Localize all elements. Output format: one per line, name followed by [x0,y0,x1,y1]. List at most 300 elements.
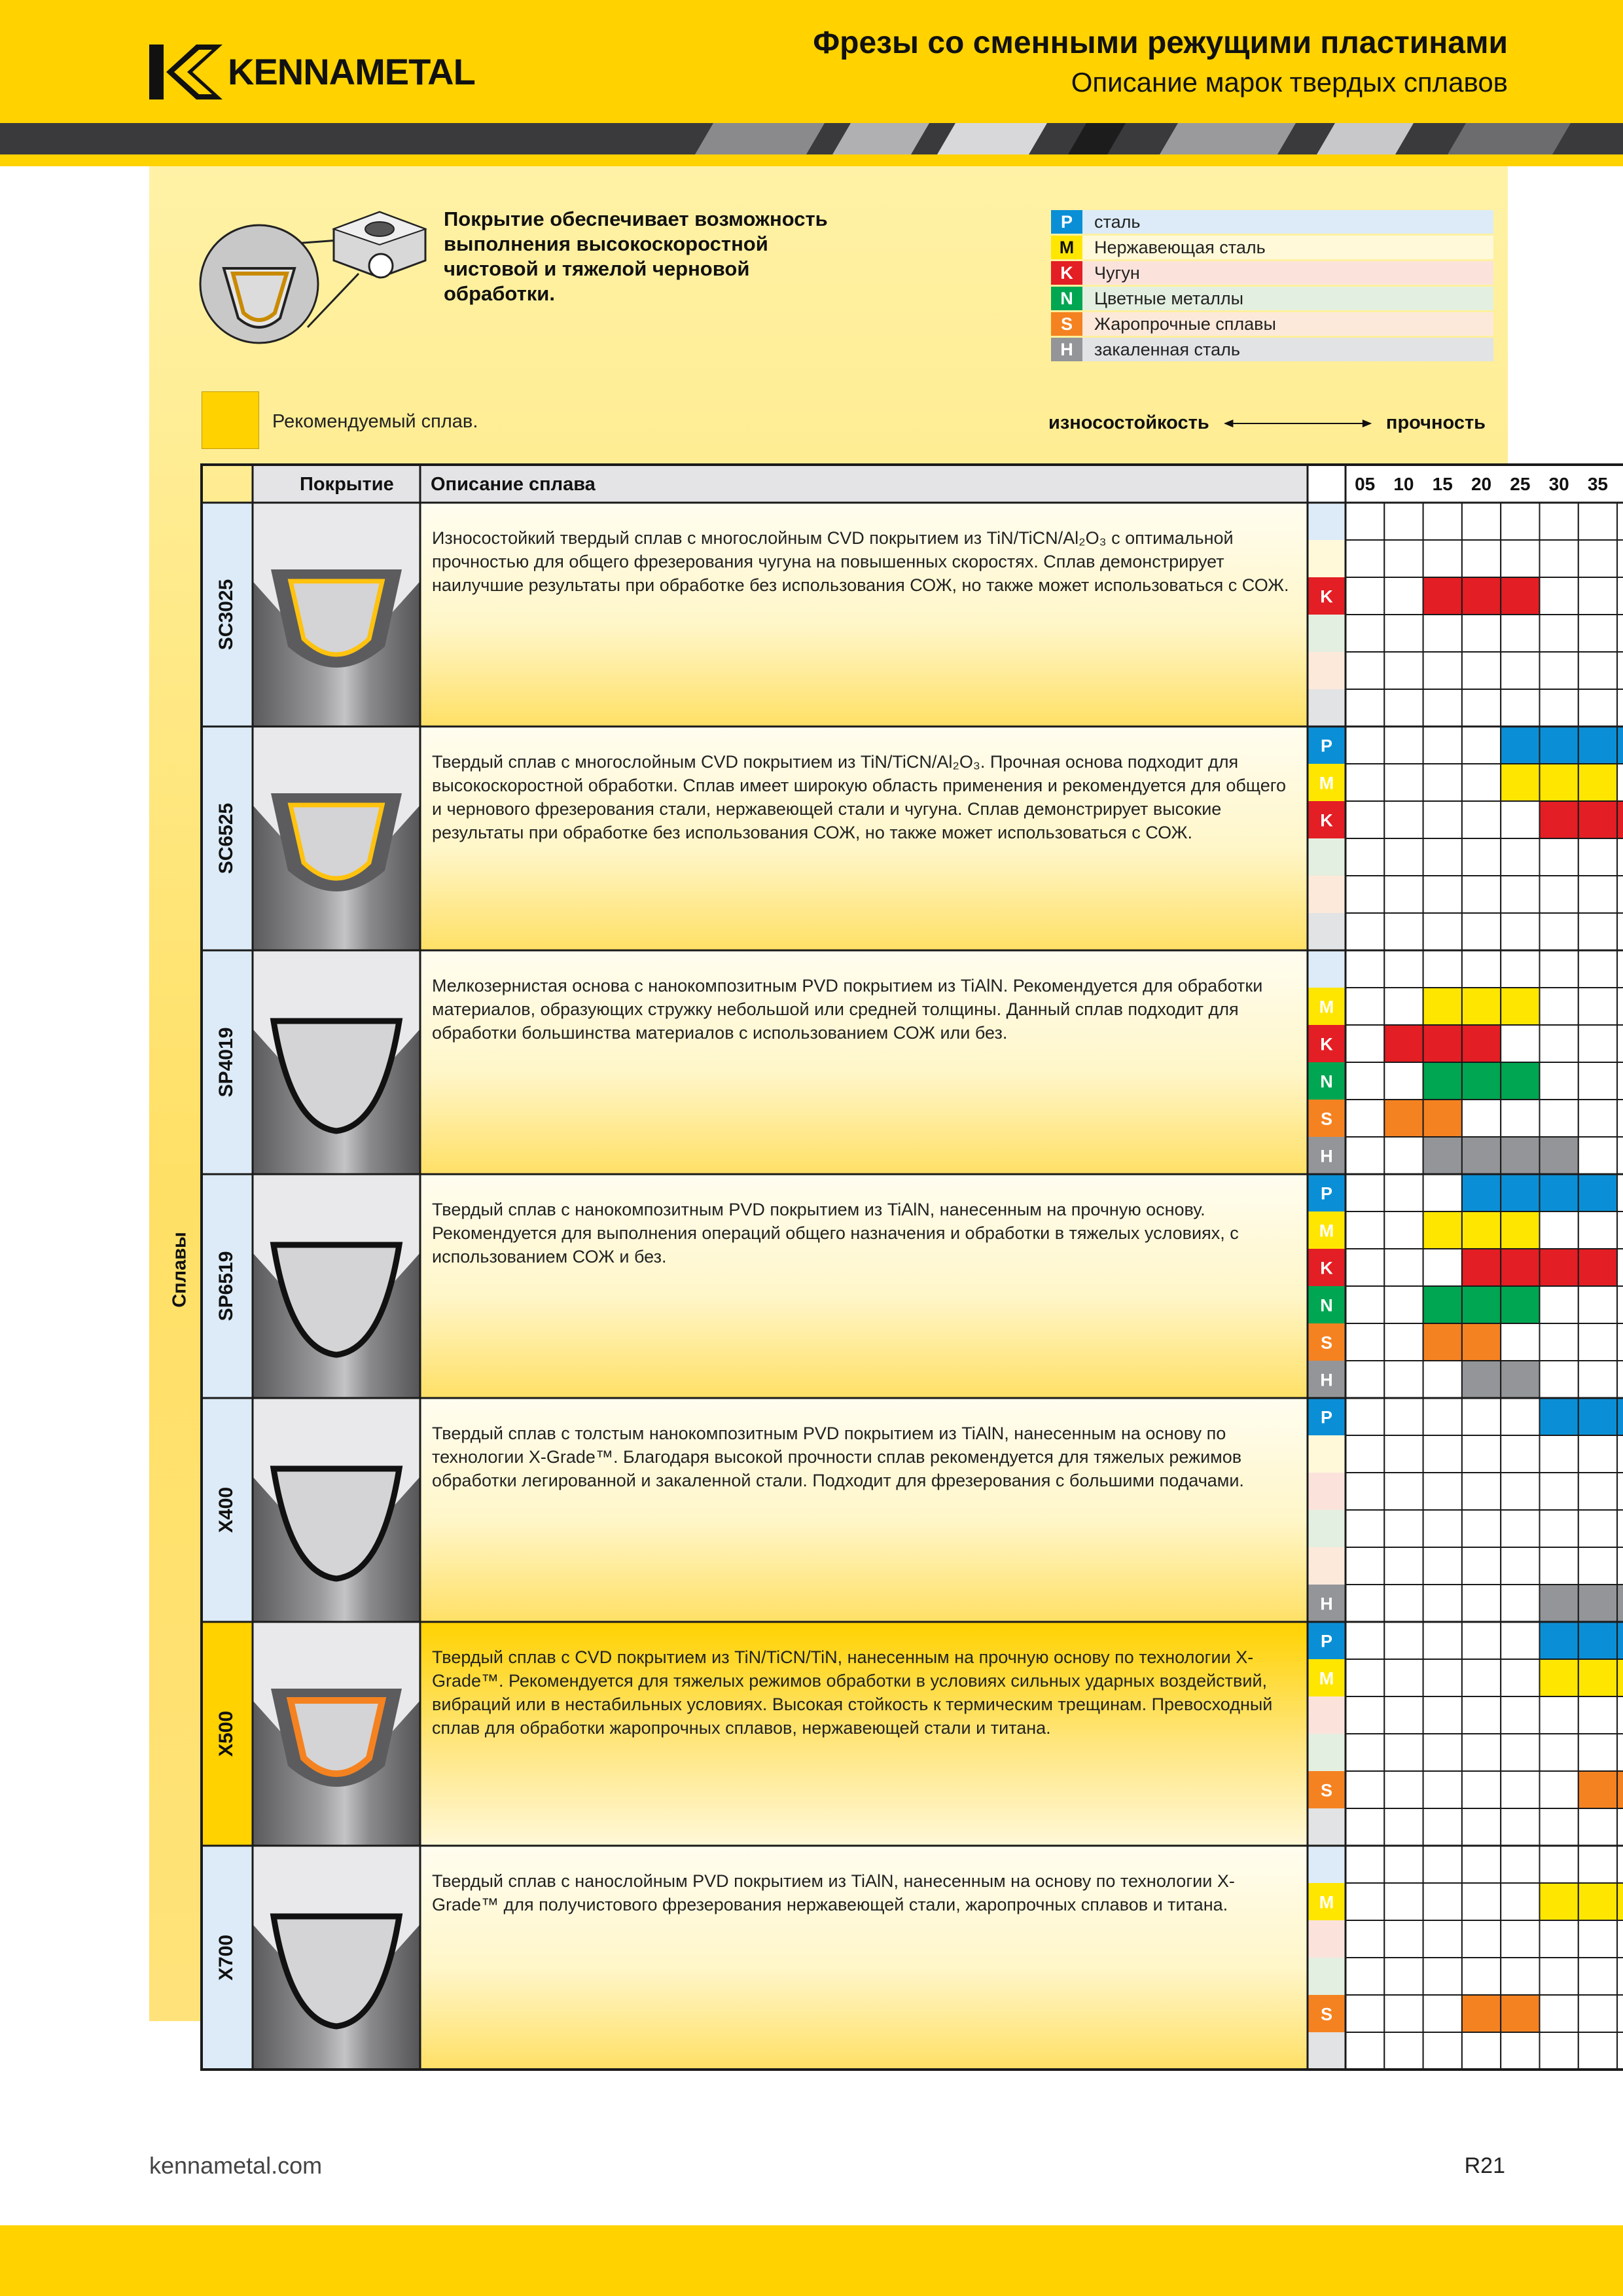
grid-cell [1501,1547,1539,1585]
grid-cell [1346,1473,1384,1510]
grid-cell [1540,1286,1578,1323]
range-cell-h [1540,1585,1578,1622]
side-label-alloys [154,1230,207,1309]
grid-cell [1346,1174,1384,1211]
grid-cell [1346,1622,1384,1659]
grid-cell [1540,1696,1578,1734]
grid-cell [1578,1958,1617,1995]
grid-cell [1384,1734,1423,1771]
grid-cell [1462,1920,1501,1958]
grid-cell [1578,615,1617,652]
grid-cell [1617,1734,1623,1771]
grid-cell [1346,876,1384,913]
grid-cell [1384,503,1423,540]
grid-cell [1384,1211,1423,1249]
grid-cell [1617,1211,1623,1249]
grid-cell [1346,1958,1384,1995]
recommended-swatch [202,391,259,449]
grid-cell [1462,1808,1501,1846]
range-cell-m [1617,1659,1623,1696]
grid-cell [1501,1473,1539,1510]
grid-cell [1540,950,1578,988]
grid-cell [1346,1771,1384,1808]
grid-cell [1462,726,1501,764]
legend-badge: M [1051,236,1082,259]
grade-name-x400: X400 [215,1486,237,1534]
grid-cell [1540,1510,1578,1547]
range-cell-m [1462,1211,1501,1249]
material-badge-cell [1308,1958,1346,1995]
range-cell-p [1540,1398,1578,1435]
range-cell-k [1423,1025,1462,1062]
range-cell-p [1462,1174,1501,1211]
grid-cell [1346,1398,1384,1435]
grid-cell [1346,838,1384,876]
grid-cell [1346,1435,1384,1473]
range-cell-h [1462,1137,1501,1174]
grid-cell [1423,540,1462,577]
legend-row-n [1051,286,1493,311]
grid-cell [1346,615,1384,652]
material-badge-h: H [1320,1370,1333,1390]
grid-cell [1346,540,1384,577]
legend-badge: K [1051,261,1082,285]
grid-cell [1384,876,1423,913]
grid-cell [1384,1249,1423,1286]
yellow-band [0,154,1623,166]
material-badge-cell [1308,1473,1346,1510]
grid-cell [1384,1883,1423,1920]
material-badge-s: S [1320,1333,1333,1353]
grid-cell [1540,2032,1578,2070]
material-badge-n: N [1320,1071,1333,1092]
grid-cell [1346,1659,1384,1696]
col-header-05: 05 [1355,474,1376,494]
grid-cell [1462,1435,1501,1473]
grade-description-x400: Твердый сплав с толстым нанокомпозитным PVD покрытием из TiAlN, нанесенным на основу по технологии X-Grade™. Благодаря высокой прочности сплав рекомендуется для тяжелых режимов обработки легированной и закаленной стали. Подходит для фрезерования с большими подачами. [432,1424,1244,1490]
range-cell-m [1540,1659,1578,1696]
grid-cell [1384,1920,1423,1958]
grid-cell [1462,2032,1501,2070]
grid-cell [1423,2032,1462,2070]
grid-cell [1346,577,1384,615]
grid-cell [1617,1920,1623,1958]
material-badge-k: K [1320,1258,1333,1278]
col-header-15: 15 [1432,474,1453,494]
material-badge-m: M [1319,1668,1334,1689]
grid-cell [1384,1435,1423,1473]
grid-cell [1384,1473,1423,1510]
grid-cell [1346,2032,1384,2070]
range-cell-n [1423,1286,1462,1323]
grid-cell [1384,726,1423,764]
range-cell-h [1501,1361,1539,1398]
grid-cell [1617,540,1623,577]
range-cell-n [1462,1286,1501,1323]
grid-cell [1462,1622,1501,1659]
grid-cell [1346,1920,1384,1958]
grid-cell [1462,1659,1501,1696]
grid-cell [1540,540,1578,577]
scale-right-label: прочность [1385,412,1486,433]
grid-cell [1501,503,1539,540]
grid-cell [1578,1286,1617,1323]
material-badge-k: K [1320,810,1333,831]
material-badge-cell [1308,615,1346,652]
grid-cell [1423,1473,1462,1510]
grid-cell [1423,764,1462,801]
range-cell-k [1540,1249,1578,1286]
grid-cell [1423,503,1462,540]
grid-cell [1346,689,1384,726]
grid-cell [1501,2032,1539,2070]
range-cell-k [1501,577,1539,615]
grid-cell [1462,1510,1501,1547]
range-cell-h [1501,1137,1539,1174]
grid-cell [1384,1696,1423,1734]
grid-cell [1384,689,1423,726]
grid-cell [1501,950,1539,988]
grid-cell [1578,1995,1617,2032]
kennametal-logo [149,45,475,99]
grid-cell [1423,689,1462,726]
grid-cell [1617,615,1623,652]
grid-cell [1540,1808,1578,1846]
grid-cell [1540,1547,1578,1585]
grid-cell [1501,913,1539,950]
grid-cell [1501,1510,1539,1547]
grid-cell [1384,1995,1423,2032]
grid-cell [1578,652,1617,689]
grid-cell [1462,950,1501,988]
grid-cell [1617,1323,1623,1361]
grid-cell [1384,1659,1423,1696]
footer-url[interactable]: kennametal.com [149,2152,323,2179]
material-badge-k: K [1320,586,1333,607]
grade-name-sp6519: SP6519 [215,1251,237,1321]
grid-cell [1346,1883,1384,1920]
grid-cell [1540,1995,1578,2032]
grid-cell [1423,1435,1462,1473]
material-badge-cell [1308,876,1346,913]
grid-cell [1384,1585,1423,1622]
grid-cell [1462,1958,1501,1995]
grid-cell [1578,838,1617,876]
grid-cell [1617,689,1623,726]
grid-cell [1423,1696,1462,1734]
legend-badge: S [1051,312,1082,336]
grid-cell [1384,988,1423,1025]
grid-cell [1617,764,1623,801]
range-cell-k [1617,801,1623,838]
grid-cell [1462,913,1501,950]
grid-cell [1617,1808,1623,1846]
range-cell-n [1501,1286,1539,1323]
grid-cell [1617,577,1623,615]
material-badge-p: P [1320,1407,1333,1427]
grid-cell [1540,1771,1578,1808]
range-cell-m [1540,764,1578,801]
range-cell-n [1462,1062,1501,1100]
grid-cell [1617,1174,1623,1211]
grade-description-sc3025: Износостойкий твердый сплав с многослойным CVD покрытием из TiN/TiCN/Al₂O₃ с оптимальной прочностью для общего фрезерования чугуна на повышенных скоростях. Сплав демонстрирует наилучшие результаты при обработке без использования СОЖ, но также может использоваться с СОЖ. [432,528,1289,595]
grid-cell [1578,1323,1617,1361]
range-cell-s [1384,1100,1423,1137]
range-cell-m [1540,1883,1578,1920]
range-cell-n [1423,1062,1462,1100]
grid-cell [1384,1137,1423,1174]
grid-cell [1346,726,1384,764]
grid-cell [1578,1473,1617,1510]
legend-label: Нержавеющая сталь [1082,236,1493,259]
grid-cell [1346,801,1384,838]
material-badge-s: S [1320,1109,1333,1129]
grid-cell [1617,1473,1623,1510]
grid-cell [1617,1286,1623,1323]
material-badge-m: M [1319,997,1334,1017]
grid-cell [1384,764,1423,801]
grid-cell [1578,1547,1617,1585]
grid-cell [1462,689,1501,726]
range-cell-h [1423,1137,1462,1174]
range-cell-p [1578,1622,1617,1659]
grid-cell [1501,652,1539,689]
table-header-bg [253,465,1308,503]
range-cell-m [1501,988,1539,1025]
grade-description-x700: Твердый сплав с нанослойным PVD покрытием из TiAlN, нанесенным на основу по технологии X-Grade™ для получистового фрезерования нержавеющей стали, жаропрочных сплавов и титана. [432,1871,1235,1914]
grid-cell [1346,1137,1384,1174]
grid-cell [1384,1846,1423,1883]
grid-cell [1384,1398,1423,1435]
grid-cell [1501,1958,1539,1995]
material-legend [1051,209,1493,363]
grid-cell [1617,950,1623,988]
grid-cell [1617,503,1623,540]
grid-cell [1423,1585,1462,1622]
grade-description-sc6525: Твердый сплав с многослойным CVD покрытием из TiN/TiCN/Al₂O₃. Прочная основа подходит для высокоскоростной обработки. Сплав имеет широкую область применения и рекомендуется для общего и чернового фрезерования стали, нержавеющей стали и чугуна. Сплав демонстрирует высокие результаты при обработке без использования СОЖ, но также может использоваться с СОЖ. [432,752,1287,842]
material-badge-cell [1308,1808,1346,1846]
grid-cell [1617,1958,1623,1995]
grid-cell [1540,838,1578,876]
grid-cell [1578,689,1617,726]
grid-cell [1540,689,1578,726]
grid-cell [1423,1920,1462,1958]
grid-cell [1501,1435,1539,1473]
grid-cell [1423,1249,1462,1286]
double-arrow-icon [1224,417,1372,430]
grid-cell [1540,1920,1578,1958]
col-header-30: 30 [1548,474,1569,494]
legend-badge: N [1051,287,1082,310]
range-cell-p [1578,726,1617,764]
material-badge-p: P [1320,736,1333,756]
grid-cell [1423,1659,1462,1696]
grid-cell [1501,1100,1539,1137]
grid-cell [1462,540,1501,577]
grid-cell [1578,1100,1617,1137]
material-badge-cell [1308,1734,1346,1771]
material-badge-cell [1308,689,1346,726]
grid-cell [1462,1585,1501,1622]
brand-wordmark: KENNAMETAL [228,51,475,92]
grid-cell [1617,1510,1623,1547]
grid-cell [1578,1361,1617,1398]
grid-cell [1501,1808,1539,1846]
grid-cell [1501,876,1539,913]
grid-cell [1617,838,1623,876]
grid-cell [1384,1323,1423,1361]
grade-description-sp6519: Твердый сплав с нанокомпозитным PVD покрытием из TiAlN, нанесенным на прочную основу. Рекомендуется для выполнения операций общего назначения и обработки в тяжелых условиях, с использованием СОЖ и без. [432,1200,1239,1266]
material-badge-p: P [1320,1631,1333,1651]
range-cell-s [1501,1995,1539,2032]
page-title: Фрезы со сменными режущими пластинами [813,26,1508,60]
grid-cell [1462,652,1501,689]
grid-cell [1423,1547,1462,1585]
grid-cell [1540,1734,1578,1771]
material-badge-cell [1308,1547,1346,1585]
page-subtitle: Описание марок твердых сплавов [1071,67,1508,98]
page-number: R21 [1464,2153,1505,2178]
grid-cell [1540,1025,1578,1062]
range-cell-k [1462,1025,1501,1062]
range-cell-h [1540,1137,1578,1174]
grid-cell [1346,988,1384,1025]
range-cell-s [1462,1995,1501,2032]
grid-cell [1346,1211,1384,1249]
grid-cell [1617,876,1623,913]
grade-name-sp4019: SP4019 [215,1027,237,1098]
grid-cell [1540,1211,1578,1249]
grade-name-sc3025: SC3025 [215,579,237,651]
grid-cell [1578,1920,1617,1958]
range-cell-p [1578,1174,1617,1211]
grid-cell [1617,1137,1623,1174]
grid-cell [1423,1771,1462,1808]
grid-cell [1346,1249,1384,1286]
grid-cell [1346,1025,1384,1062]
grid-cell [1384,950,1423,988]
range-cell-m [1423,1211,1462,1249]
legend-row-s [1051,312,1493,336]
grid-cell [1462,1473,1501,1510]
grid-cell [1501,1585,1539,1622]
grid-cell [1501,1025,1539,1062]
grid-cell [1578,1211,1617,1249]
scale-left-label: износостойкость [1048,412,1209,433]
grid-cell [1462,838,1501,876]
col-header-10: 10 [1393,474,1414,494]
grid-cell [1346,913,1384,950]
grid-cell [1617,1995,1623,2032]
grid-cell [1346,503,1384,540]
grid-cell [1384,1958,1423,1995]
grid-cell [1346,1808,1384,1846]
grid-cell [1384,577,1423,615]
grid-cell [1462,1547,1501,1585]
legend-badge: P [1051,210,1082,234]
grid-cell [1423,838,1462,876]
grid-cell [1578,1435,1617,1473]
range-cell-k [1462,1249,1501,1286]
grid-cell [1384,540,1423,577]
legend-row-k [1051,260,1493,285]
grid-cell [1501,1622,1539,1659]
grid-cell [1540,1361,1578,1398]
grid-cell [1346,1361,1384,1398]
grid-cell [1501,1883,1539,1920]
grid-cell [1462,615,1501,652]
grid-cell [1423,1734,1462,1771]
material-badge-cell [1308,1920,1346,1958]
grid-cell [1540,652,1578,689]
grid-cell [1384,1510,1423,1547]
range-cell-m [1617,1883,1623,1920]
grid-cell [1501,1734,1539,1771]
material-badge-n: N [1320,1295,1333,1316]
grid-cell [1384,652,1423,689]
grid-cell [1578,577,1617,615]
grid-cell [1617,1361,1623,1398]
grid-cell [1384,838,1423,876]
grid-cell [1540,876,1578,913]
grid-cell [1462,1398,1501,1435]
grid-cell [1423,1361,1462,1398]
grid-cell [1423,1398,1462,1435]
grid-cell [1540,615,1578,652]
grid-cell [1346,1585,1384,1622]
range-cell-m [1501,1211,1539,1249]
grid-cell [1578,913,1617,950]
grid-cell [1423,1846,1462,1883]
range-cell-m [1578,764,1617,801]
decorative-stripe [0,123,1623,154]
grid-cell [1384,615,1423,652]
grid-cell [1346,764,1384,801]
grid-cell [1578,988,1617,1025]
grid-cell [1617,988,1623,1025]
material-badge-p: P [1320,1183,1333,1204]
grid-cell [1578,950,1617,988]
grid-cell [1384,1062,1423,1100]
grid-cell [1501,1920,1539,1958]
coating-description: Покрытие обеспечивает возможность выполнения высокоскоростной чистовой и тяжелой черновой обработки. [444,207,828,305]
grid-cell [1617,2032,1623,2070]
material-badge-m: M [1319,1892,1334,1912]
grid-cell [1578,503,1617,540]
grid-cell [1462,876,1501,913]
grid-cell [1501,689,1539,726]
grid-cell [1501,838,1539,876]
legend-label: Чугун [1082,261,1493,285]
grid-cell [1617,1547,1623,1585]
grid-cell [1384,1808,1423,1846]
material-badge-m: M [1319,773,1334,793]
grid-cell [1423,1958,1462,1995]
grid-cell [1384,1286,1423,1323]
range-cell-s [1617,1771,1623,1808]
material-badge-s: S [1320,2004,1333,2024]
legend-label: Цветные металлы [1082,287,1493,310]
material-badge-cell [1308,1696,1346,1734]
grid-cell [1501,1398,1539,1435]
material-badge-cell [1308,652,1346,689]
grid-cell [1384,2032,1423,2070]
grid-cell [1462,1771,1501,1808]
range-cell-k [1578,801,1617,838]
grid-cell [1423,801,1462,838]
grid-cell [1462,1883,1501,1920]
grid-cell [1501,1846,1539,1883]
